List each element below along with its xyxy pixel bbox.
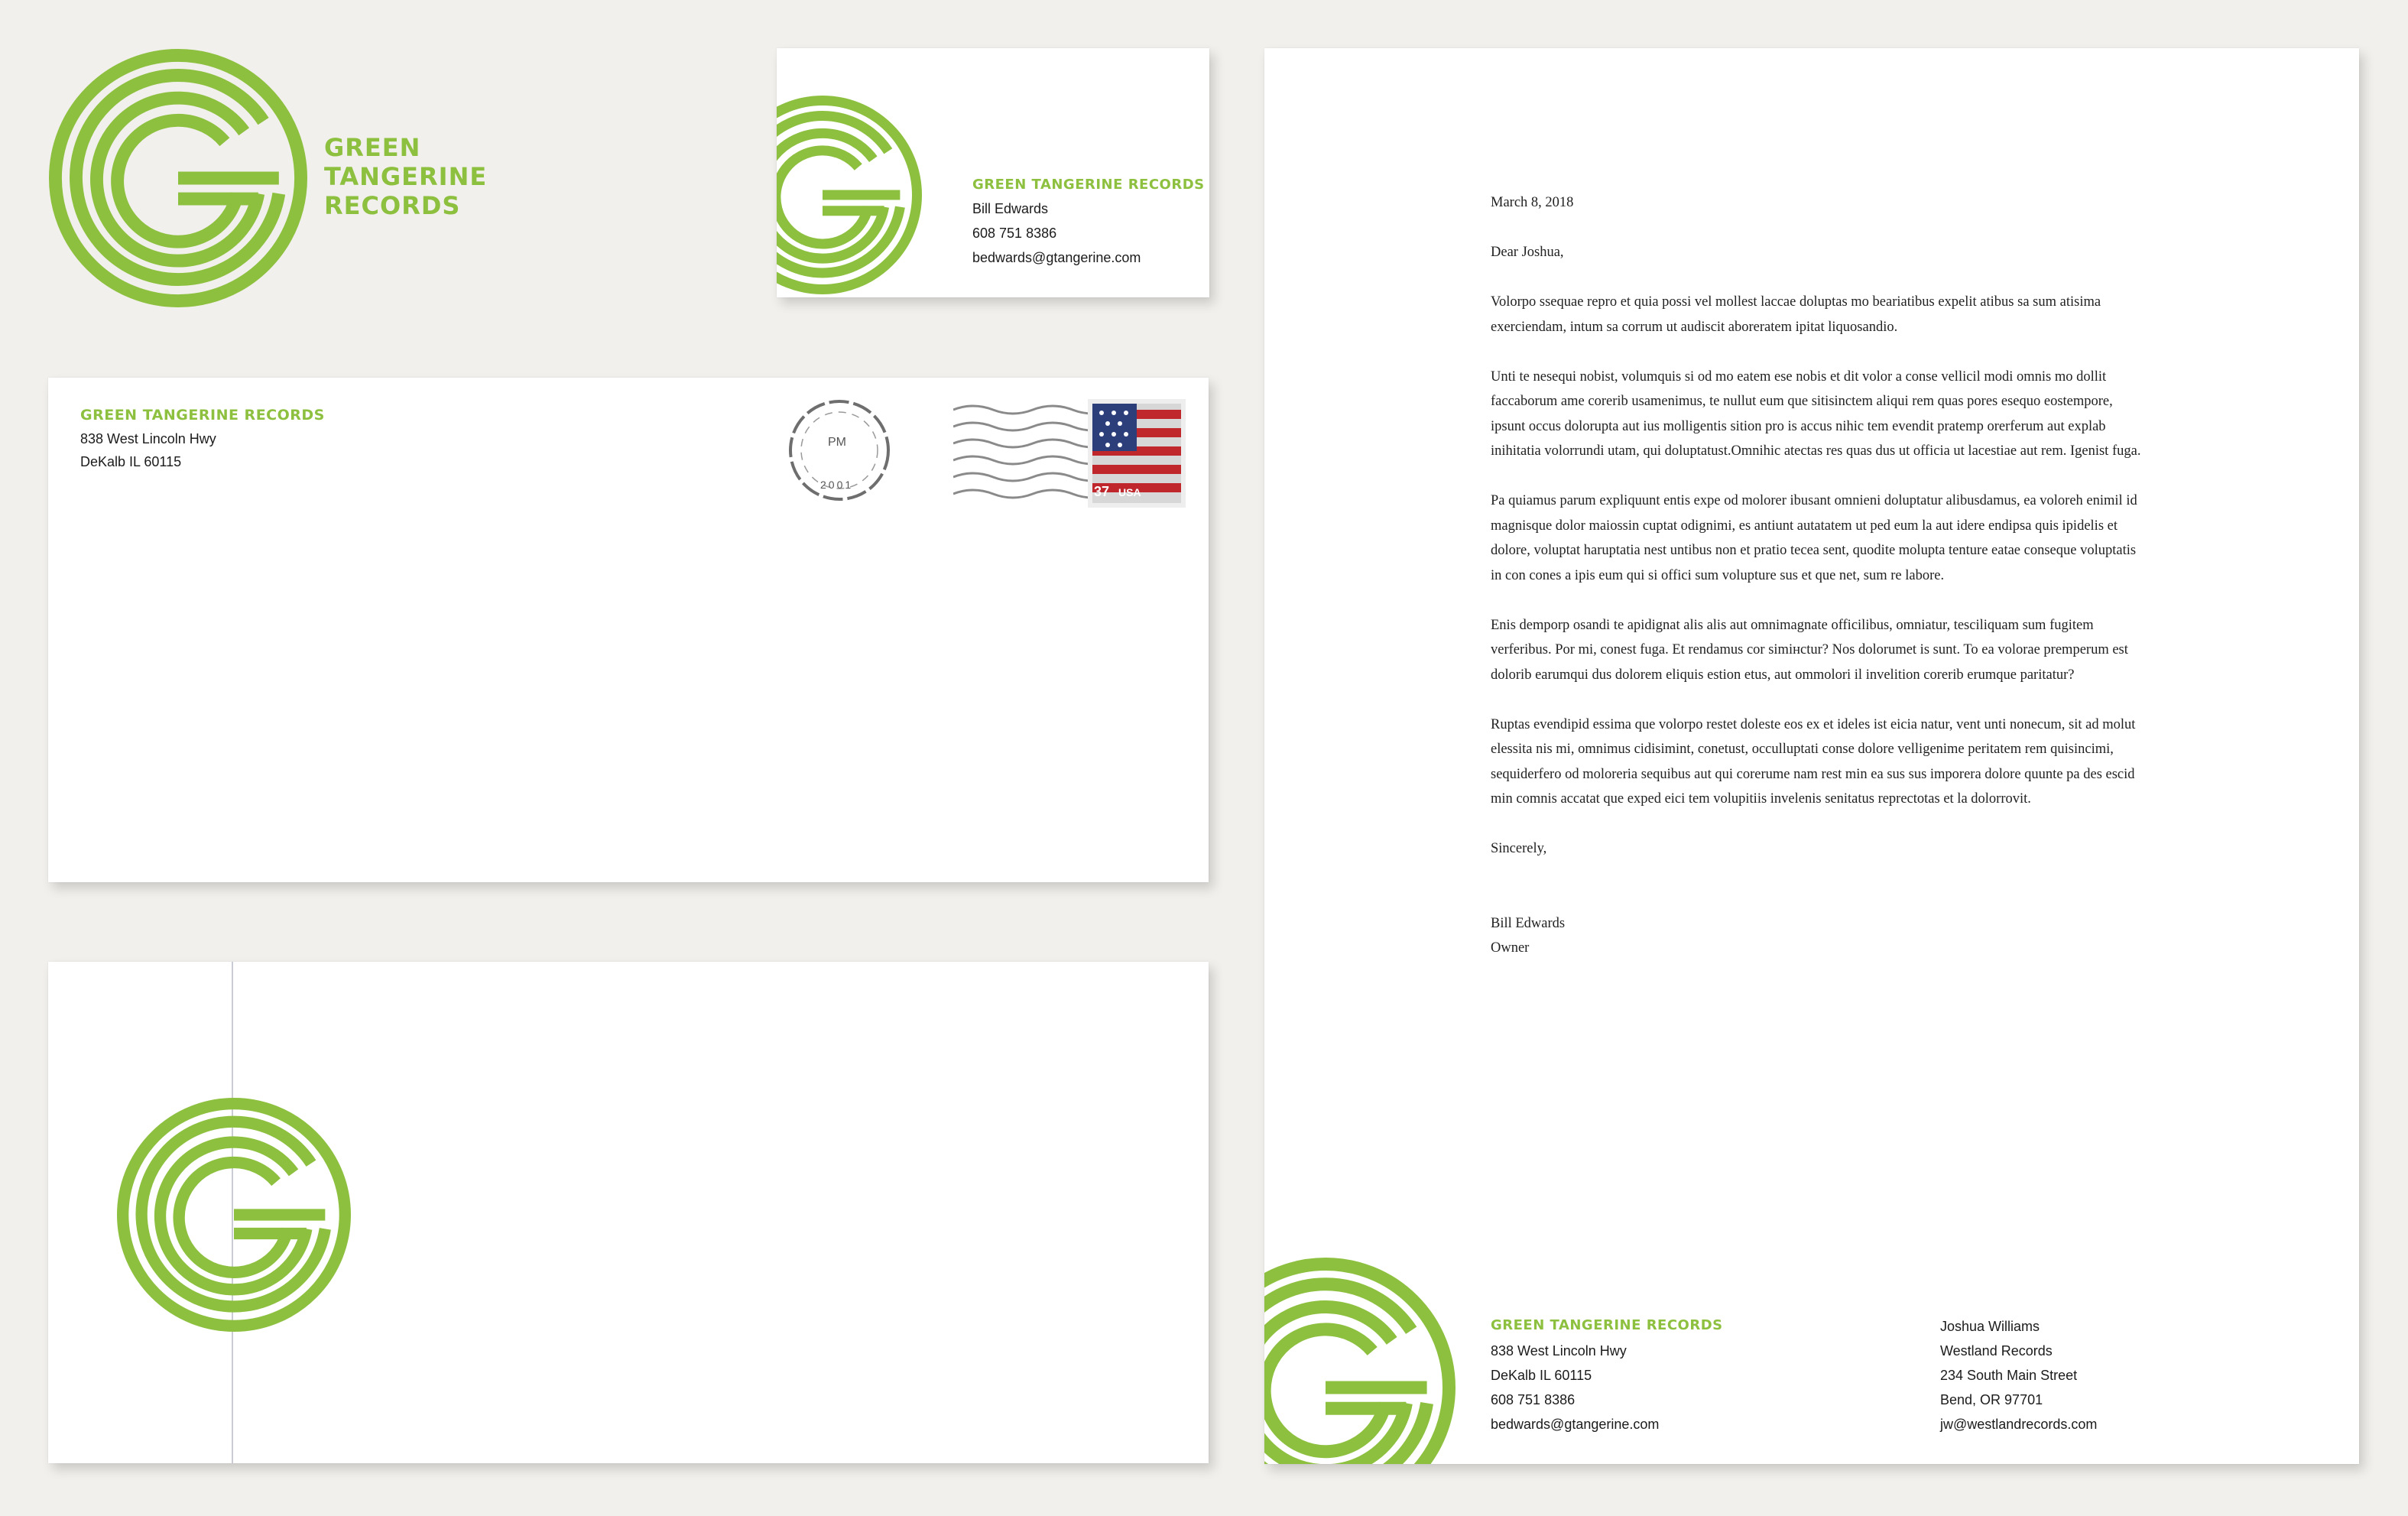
letter-paragraph: Ruptas evendipid essima que volorpo restet doleste eos ex et ideles ist eicia natur, vent unti nonecum, sit ad molut elessita nis mi, omnimus cidisimint, conetust, occulluptati conse dolore velligenime peritatem rem quisincimi, sequiderfero od moloreria sequibus aut qui corerume nam rest min ea sus sus imporera dolore quunte pa des escid min comnis accatat que exped eici tem volupitiis invelenis senitatus reprectotas et la dolorrovit.: [1491, 716, 2136, 807]
envelope-company: GREEN TANGERINE RECORDS: [80, 407, 325, 424]
postage-stamp: [1088, 399, 1186, 508]
letter-paragraph: Pa quiamus parum expliquunt entis expe od molorer ibusant omnieni doluptatur alibusdamus, ea voloreh enimil id magnisque dolor maiossin cuptat odignimi, es antiunt autatatem ut ped eum la aut idere endipsa quis ipidelis et dolore, voluptat haruptatia nest untibus non et pratio tecea sent, quodite molupta tenture eatae conseque voluptatis in con cones a ipis eum qui si offici sum volupture sus et que net, sum re labore.: [1491, 493, 2137, 583]
stamp-value: 37: [1094, 484, 1110, 499]
postmark-year: 2001: [820, 479, 854, 491]
business-card: [777, 48, 1209, 297]
logo-line-1: GREEN: [324, 133, 421, 162]
letterhead-g-monogram-icon: [1264, 1258, 1456, 1464]
envelope: [48, 378, 1209, 882]
letterhead: [1264, 48, 2359, 1464]
letter-signer-title: Owner: [1491, 940, 1530, 956]
footer-recipient-address2: Bend, OR 97701: [1940, 1392, 2043, 1407]
letter-closing: Sincerely,: [1491, 841, 1547, 856]
letter-signer-name: Bill Edwards: [1491, 915, 1566, 931]
stamp-country: USA: [1118, 486, 1141, 498]
letter-salutation: Dear Joshua,: [1491, 245, 1564, 260]
folder-g-monogram-icon: [117, 1098, 351, 1332]
logo-wordmark: [324, 133, 487, 220]
letter-paragraph: Enis demporp osandi te apidignat alis alis aut omnimagnate officilibus, omniatur, tesciliquam sum fugitem verferibus. Por mi, conest fuga. Et rendamus cor simінctur? Nos dolorumet is sunt. To ea volorae premperum est dolorib earumqui dus dolorem eliquis estion etus, aut ommolori il invelition corerib erumque paritatur?: [1491, 617, 2128, 683]
card-g-monogram-icon: [777, 96, 922, 294]
footer-recipient-company: Westland Records: [1940, 1343, 2053, 1359]
letter-paragraph: Volorpo ssequae repro et quia possi vel mollest laccae doluptas mo beariatibus expelit atibus sa sum atisima exerciendam, intum sa corrum ut audiscit aboreratem ipitat liquosandio.: [1491, 294, 2101, 335]
card-name: Bill Edwards: [972, 201, 1049, 216]
card-phone: 608 751 8386: [972, 226, 1057, 241]
footer-recipient-email: jw@westlandrecords.com: [1940, 1417, 2098, 1432]
footer-recipient-name: Joshua Williams: [1940, 1319, 2040, 1334]
green-tangerine-g-monogram-icon: [49, 49, 307, 307]
card-email: bedwards@gtangerine.com: [972, 250, 1141, 265]
footer-sender-address2: DeKalb IL 60115: [1491, 1368, 1592, 1383]
letter-body: [1491, 190, 2148, 961]
letter-paragraph: Unti te nesequi nobist, volumquis si od mo eatem ese nobis et dit volor a conse vellicil modi omnis mo dollit faccaborum ame corerib usamenimus, te nullut eum que sitisinctem aliqui rem quas pores esequo eostempore, ipsunt occus dolorupta aut ius molligentis sition pro is accus nihic tem evendit pratemp orerferum aut explab inihitatia volorrundi utam, qui doluptatust.Omnihic atectas res quas dus ut officia ut lacestiae aut rem. Igenist fuga.: [1491, 368, 2141, 459]
letter-date: March 8, 2018: [1491, 195, 1574, 210]
card-company: GREEN TANGERINE RECORDS: [972, 177, 1205, 193]
envelope-address-line1: 838 West Lincoln Hwy: [80, 431, 216, 446]
footer-recipient-address1: 234 South Main Street: [1940, 1368, 2078, 1383]
footer-sender-address1: 838 West Lincoln Hwy: [1491, 1343, 1627, 1359]
footer-sender-email: bedwards@gtangerine.com: [1491, 1417, 1660, 1432]
logo-line-3: RECORDS: [324, 191, 461, 220]
postmark-time: PM: [828, 436, 846, 449]
logo-line-2: TANGERINE: [324, 162, 488, 191]
presentation-folder: [48, 962, 1209, 1463]
footer-sender-phone: 608 751 8386: [1491, 1392, 1576, 1407]
envelope-address-line2: DeKalb IL 60115: [80, 454, 182, 469]
postmark: [782, 393, 897, 508]
footer-company: GREEN TANGERINE RECORDS: [1491, 1317, 1723, 1333]
